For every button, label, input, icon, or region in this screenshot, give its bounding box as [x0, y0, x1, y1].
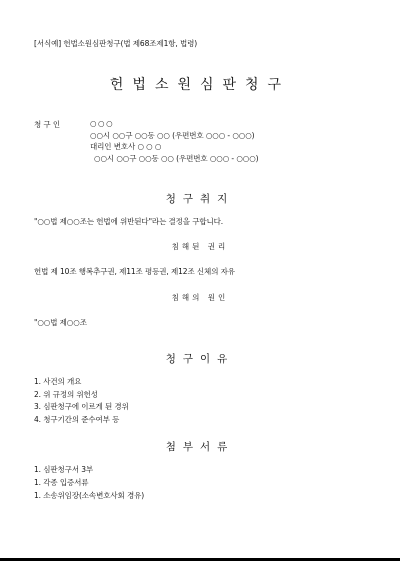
attachment-item: 1. 심판청구서 3부: [34, 465, 94, 474]
attachment-item: 1. 각종 입증서류: [34, 478, 89, 487]
attachment-item: 1. 소송위임장(소속변호사회 경유): [34, 491, 145, 500]
reason-item: 4. 청구기간의 준수여부 등: [34, 415, 120, 424]
subsection-title-cause: 침해의 원인: [171, 293, 229, 302]
reason-item: 1. 사건의 개요: [34, 377, 82, 386]
agent-address: ○○시 ○○구 ○○동 ○○ (우편번호 ○○○ - ○○○): [94, 154, 259, 163]
purpose-text: "○○법 제○○조는 헌법에 위반된다"라는 결정을 구합니다.: [34, 217, 224, 226]
section-title-reasons: 청구이유: [165, 353, 235, 365]
section-title-attachments: 첨부서류: [165, 441, 235, 453]
document-title: 헌법소원심판청구: [109, 77, 291, 93]
bottom-divider: [0, 558, 400, 561]
petitioner-address: ○○시 ○○구 ○○동 ○○ (우편번호 ○○○ - ○○○): [90, 131, 255, 140]
subsection-title-rights: 침해된 권리: [171, 242, 229, 251]
infringed-rights-text: 헌법 제 10조 행복추구권, 제11조 평등권, 제12조 신체의 자유: [34, 267, 235, 276]
section-title-purpose: 청구취지: [165, 193, 235, 205]
cause-text: "○○법 제○○조: [34, 318, 87, 327]
petitioner-name: ○○○: [90, 119, 115, 128]
reason-item: 3. 심판청구에 이르게 된 경위: [34, 402, 129, 411]
form-header-note: [서식예] 헌법소원심판청구(법 제68조제1항, 법령): [34, 39, 198, 48]
reason-item: 2. 위 규정의 위헌성: [34, 390, 98, 399]
agent-name: 대리인 변호사 ○ ○ ○: [90, 142, 162, 151]
petitioner-label: 청 구 인: [34, 120, 61, 129]
